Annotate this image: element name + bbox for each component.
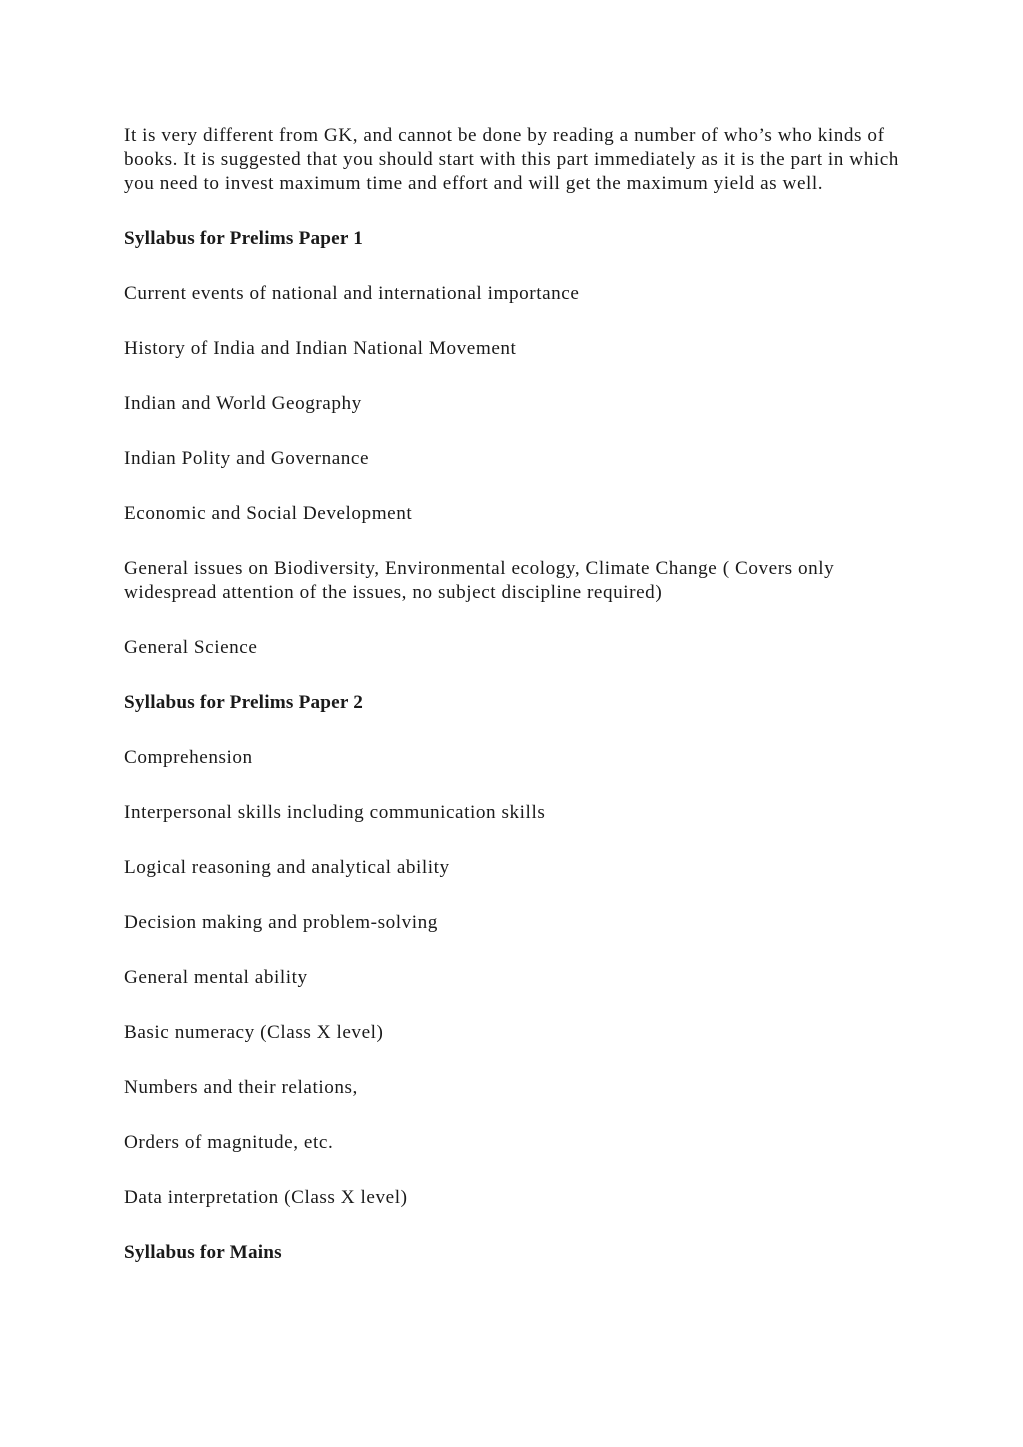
prelims-1-item: History of India and Indian National Movement [124,338,517,359]
prelims-1-item: General Science [124,637,258,658]
prelims-2-item: General mental ability [124,967,308,988]
mains-heading: Syllabus for Mains [124,1242,282,1263]
prelims-2-item: Data interpretation (Class X level) [124,1187,408,1208]
prelims-paper-1-heading: Syllabus for Prelims Paper 1 [124,228,364,249]
prelims-1-item: Indian Polity and Governance [124,448,370,469]
prelims-2-item: Basic numeracy (Class X level) [124,1022,384,1043]
prelims-2-item: Decision making and problem-solving [124,912,438,933]
prelims-1-item: Indian and World Geography [124,393,362,414]
prelims-2-item: Interpersonal skills including communication skills [124,802,546,823]
prelims-paper-2-heading: Syllabus for Prelims Paper 2 [124,692,364,713]
prelims-2-item: Orders of magnitude, etc. [124,1132,334,1153]
prelims-2-item: Numbers and their relations, [124,1077,358,1098]
prelims-2-item: Logical reasoning and analytical ability [124,857,450,878]
prelims-1-item: Current events of national and international importance [124,283,580,304]
prelims-1-item: Economic and Social Development [124,503,413,524]
document-page [124,124,904,1296]
prelims-2-item: Comprehension [124,747,253,768]
prelims-1-item: General issues on Biodiversity, Environmental ecology, Climate Change ( Covers only widespread attention of the issues, no subject discipline required) [124,558,835,603]
intro-paragraph: It is very different from GK, and cannot be done by reading a number of who’s who kinds of books. It is suggested that you should start with this part immediately as it is the part in which you need to invest maximum time and effort and will get the maximum yield as well. [124,125,899,194]
